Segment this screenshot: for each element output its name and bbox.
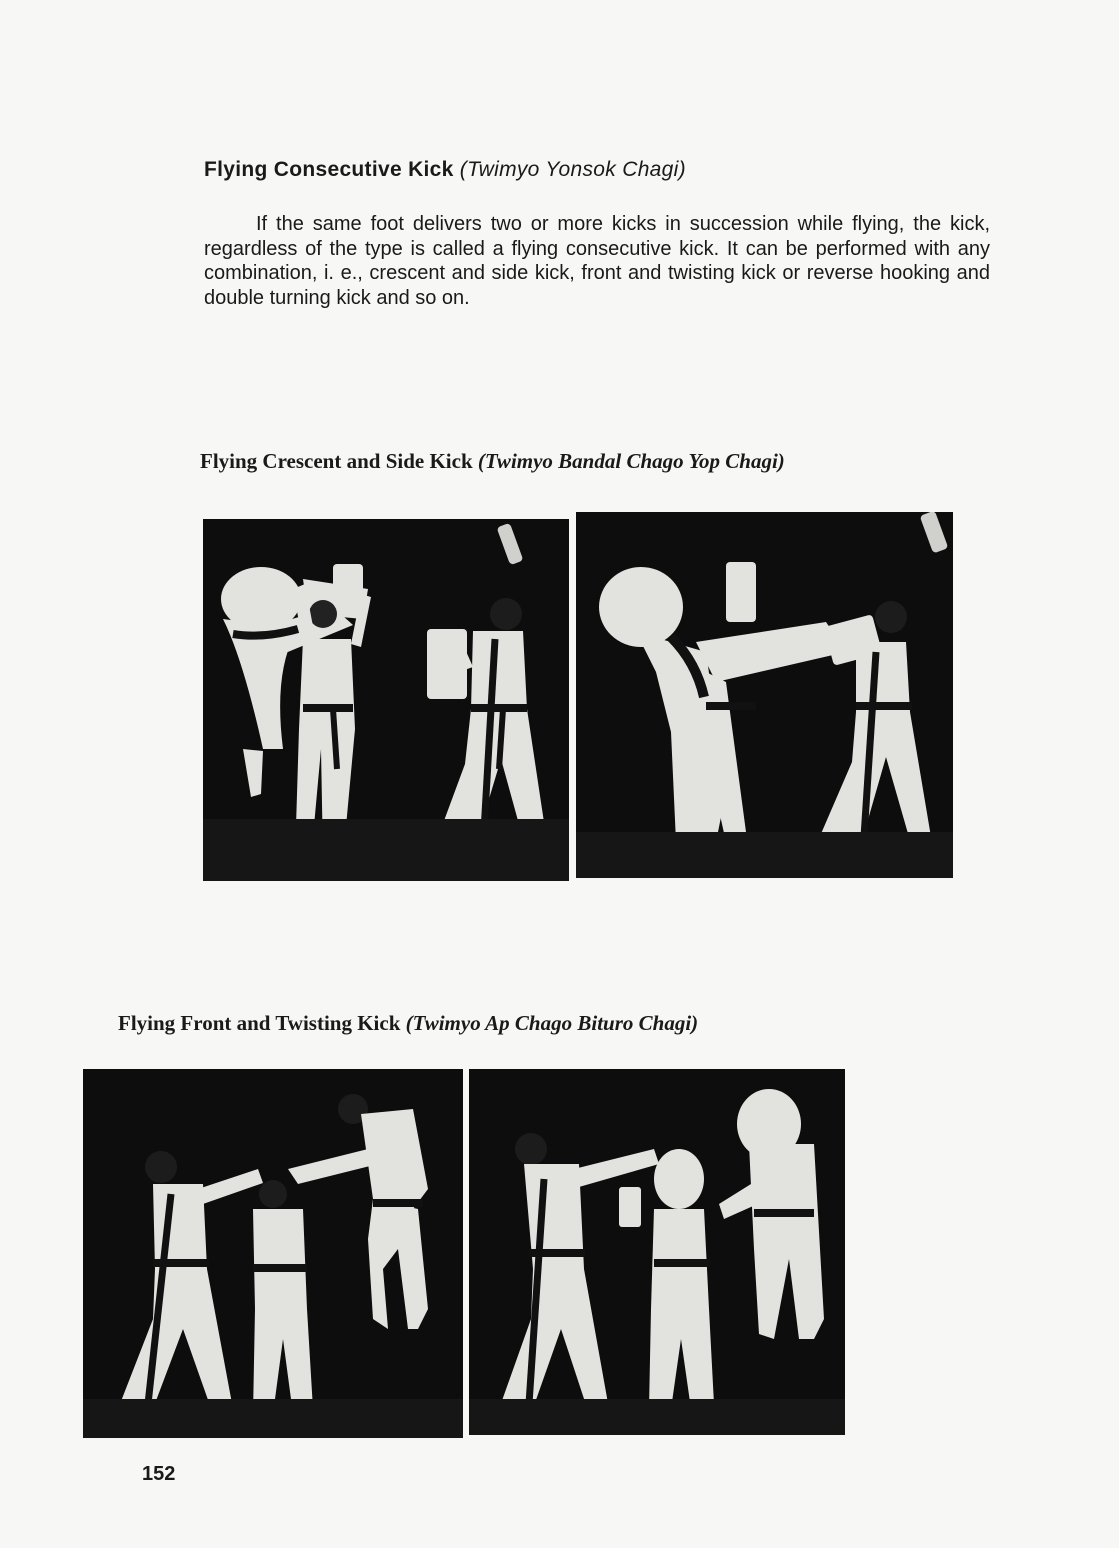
photo-side-kick-2-illustration	[576, 512, 953, 878]
photo-side-kick-2	[576, 512, 953, 878]
photo-twisting-kick-4-illustration	[469, 1069, 845, 1435]
heading-korean-term: (Twimyo Bandal Chago Yop Chagi)	[477, 449, 785, 473]
heading-title: Flying Consecutive Kick	[204, 158, 454, 181]
photo-twisting-kick-4	[469, 1069, 845, 1435]
page-number: 152	[142, 1463, 176, 1485]
photo-crescent-kick-1-illustration	[203, 519, 569, 881]
photo-front-kick-3-illustration	[83, 1069, 463, 1438]
body-paragraph	[204, 212, 990, 310]
heading-title: Flying Front and Twisting Kick	[118, 1011, 401, 1035]
heading-title: Flying Crescent and Side Kick	[200, 449, 473, 473]
paragraph-text: If the same foot delivers two or more kicks in succession while flying, the kick, regardless of the type is called a flying consecutive kick. It can be performed with any combination, i. e., crescent and side kick, front and twisting kick or reverse hooking and double turning kick and so on.	[204, 213, 990, 309]
section-heading-flying-front-twisting-kick	[118, 1011, 698, 1036]
photo-front-kick-3	[83, 1069, 463, 1438]
heading-korean-term: (Twimyo Yonsok Chagi)	[459, 158, 686, 181]
section-heading-flying-consecutive-kick	[204, 158, 686, 182]
photo-crescent-kick-1	[203, 519, 569, 881]
section-heading-flying-crescent-side-kick	[200, 449, 785, 474]
heading-korean-term: (Twimyo Ap Chago Bituro Chagi)	[405, 1011, 699, 1035]
